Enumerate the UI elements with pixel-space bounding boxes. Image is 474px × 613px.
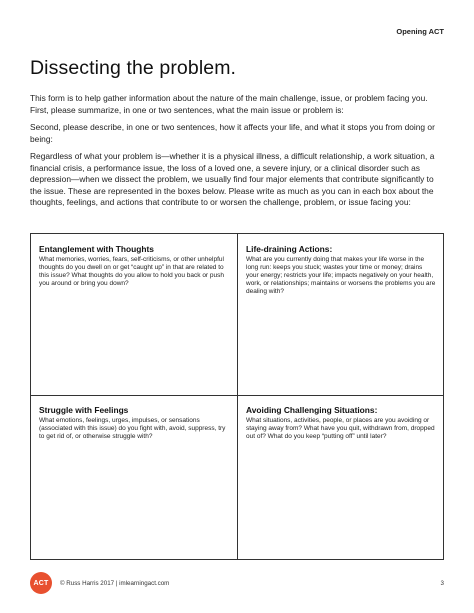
page-title: Dissecting the problem. (30, 57, 237, 79)
box-title: Life-draining Actions: (246, 244, 333, 254)
page-number: 3 (440, 580, 444, 587)
box-prompt: What situations, activities, people, or places are you avoiding or staying away from? What have you quit, withdrawn from, dropped out of? What do you keep “putting off” until later? (246, 417, 435, 441)
box-life-draining-actions[interactable] (246, 244, 436, 296)
grid-vertical-divider (237, 234, 238, 559)
box-prompt: What memories, worries, fears, self-criticisms, or other unhelpful thoughts do you dwell on or get “caught up” in that are related to this issue? What thoughts do you allow to hold you back or push you around or bring you down? (39, 256, 224, 288)
box-prompt: What are you currently doing that makes your life worse in the long run: keeps you stuck; wastes your time or money; drains your energy; restricts your life; impacts negatively on your health, work, or relationships; maintains or worsens the problems you are dealing with? (246, 256, 436, 296)
second-paragraph: Second, please describe, in one or two sentences, how it affects your life, and what it stops you from doing or being: (30, 122, 435, 144)
box-struggle-with-feelings[interactable] (39, 405, 229, 441)
act-logo: ACT (30, 572, 52, 594)
footer-copyright[interactable]: © Russ Harris 2017 | imlearningact.com (60, 580, 170, 587)
box-title: Entanglement with Thoughts (39, 244, 154, 254)
problem-grid (30, 233, 444, 560)
box-prompt: What emotions, feelings, urges, impulses, or sensations (associated with this issue) do you fight with, avoid, suppress, try to get rid of, or otherwise struggle with? (39, 417, 226, 441)
grid-horizontal-divider (31, 395, 443, 396)
intro-paragraph: This form is to help gather information about the nature of the main challenge, issue, or problem facing you. First, please summarize, in one or two sentences, what the main issue or problem is: (30, 93, 428, 115)
box-entanglement-with-thoughts[interactable] (39, 244, 229, 288)
box-avoiding-challenging-situations[interactable] (246, 405, 436, 441)
box-title: Avoiding Challenging Situations: (246, 405, 378, 415)
section-tag: Opening ACT (396, 27, 444, 36)
box-title: Struggle with Feelings (39, 405, 129, 415)
instructions-paragraph: Regardless of what your problem is—whether it is a physical illness, a difficult relationship, a work situation, a financial crisis, a performance issue, the loss of a loved one, a severe injury, or a clinical disorder such as depression—when we dissect the problem, we usually find four major elements that contribute significantly to the issue. These are represented in the boxes below. Please write as much as you can in each box about the thoughts, feelings, and actions that contribute to or worsen the challenge, problem, or issue facing you: (30, 151, 435, 208)
